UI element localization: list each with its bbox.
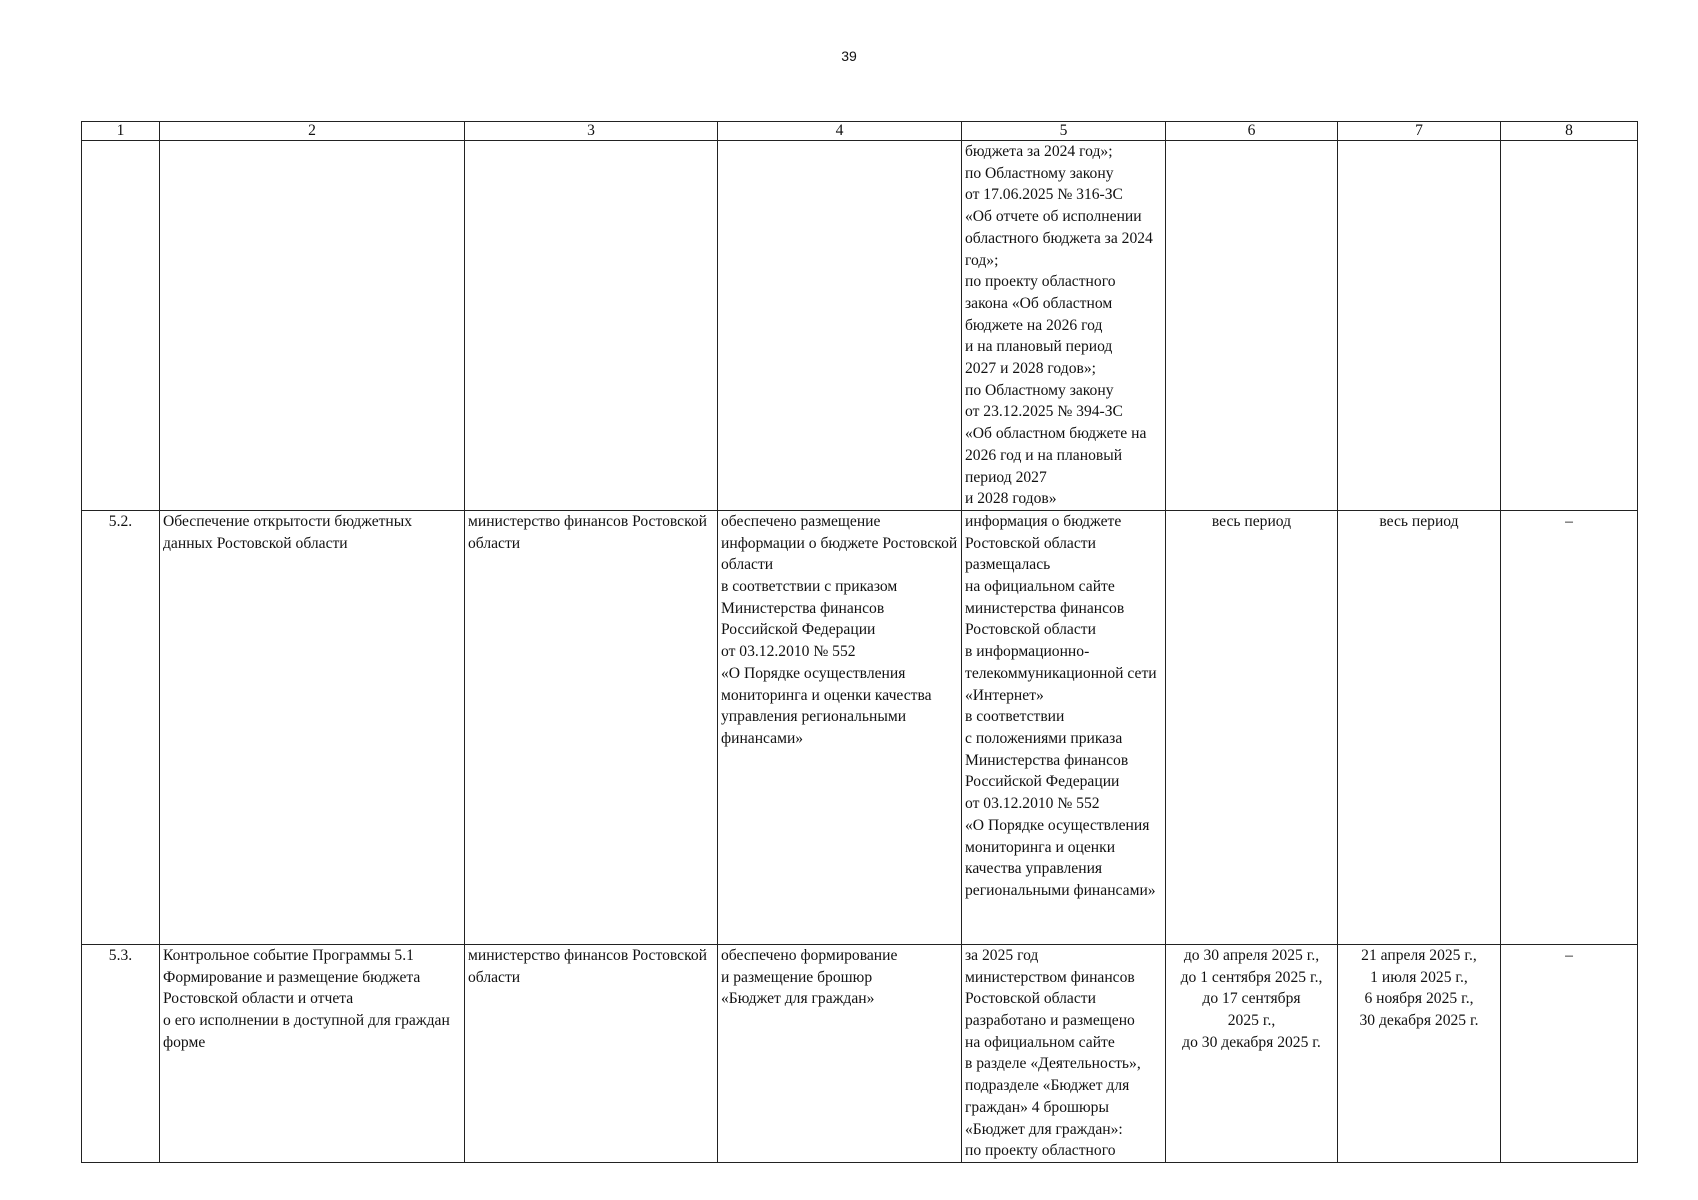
actual-result-cell: бюджета за 2024 год»; по Областному закону от 17.06.2025 № 316-ЗС «Об отчете об исполнении областного бюджета за 2024 год»; по проекту областного закона «Об областном бюджете на 2026 год и на плановый период 2027 и 2028 годов»; по Областному закону от 23.12.2025 № 394-ЗС «Об областном бюджете на 2026 год и на плановый период 2027 и 2028 годов»: [962, 141, 1166, 511]
column-header: 2: [160, 122, 465, 141]
event-name-cell: Контрольное событие Программы 5.1 Формирование и размещение бюджета Ростовской области и отчета о его исполнении в доступной для граждан форме: [160, 944, 465, 1162]
column-header: 1: [82, 122, 160, 141]
column-header: 6: [1166, 122, 1338, 141]
table-row: [82, 141, 1638, 511]
row-number-cell: [82, 141, 160, 511]
column-header: 8: [1501, 122, 1638, 141]
expected-result-cell: [718, 141, 962, 511]
actual-result-cell: за 2025 год министерством финансов Ростовской области разработано и размещено на официальном сайте в разделе «Деятельность», подразделе «Бюджет для граждан» 4 брошюры «Бюджет для граждан»: по проекту областного: [962, 944, 1166, 1162]
table-row: [82, 944, 1638, 1162]
column-header: 4: [718, 122, 962, 141]
expected-result-cell: обеспечено формирование и размещение брошюр «Бюджет для граждан»: [718, 944, 962, 1162]
notes-cell: –: [1501, 944, 1638, 1162]
actual-date-cell: 21 апреля 2025 г., 1 июля 2025 г., 6 ноября 2025 г., 30 декабря 2025 г.: [1338, 944, 1501, 1162]
expected-result-cell: обеспечено размещение информации о бюджете Ростовской области в соответствии с приказом Министерства финансов Российской Федерации от 03.12.2010 № 552 «О Порядке осуществления мониторинга и оценки качества управления региональными финансами»: [718, 510, 962, 944]
executor-cell: министерство финансов Ростовской области: [465, 510, 718, 944]
report-table: [81, 121, 1638, 1163]
executor-cell: министерство финансов Ростовской области: [465, 944, 718, 1162]
actual-result-cell: информация о бюджете Ростовской области размещалась на официальном сайте министерства финансов Ростовской области в информационно-телекоммуникационной сети «Интернет» в соответствии с положениями приказа Министерства финансов Российской Федерации от 03.12.2010 № 552 «О Порядке осуществления мониторинга и оценки качества управления региональными финансами»: [962, 510, 1166, 944]
event-name-cell: [160, 141, 465, 511]
table-row: [82, 510, 1638, 944]
plan-date-cell: до 30 апреля 2025 г., до 1 сентября 2025 г., до 17 сентября 2025 г., до 30 декабря 2025 г.: [1166, 944, 1338, 1162]
row-number-cell: 5.2.: [82, 510, 160, 944]
page-number: 39: [841, 48, 857, 64]
event-name-cell: Обеспечение открытости бюджетных данных Ростовской области: [160, 510, 465, 944]
row-number-cell: 5.3.: [82, 944, 160, 1162]
column-header: 5: [962, 122, 1166, 141]
column-header: 3: [465, 122, 718, 141]
notes-cell: [1501, 141, 1638, 511]
plan-date-cell: [1166, 141, 1338, 511]
plan-date-cell: весь период: [1166, 510, 1338, 944]
executor-cell: [465, 141, 718, 511]
notes-cell: –: [1501, 510, 1638, 944]
actual-date-cell: [1338, 141, 1501, 511]
column-number-row: [82, 122, 1638, 141]
column-header: 7: [1338, 122, 1501, 141]
actual-date-cell: весь период: [1338, 510, 1501, 944]
